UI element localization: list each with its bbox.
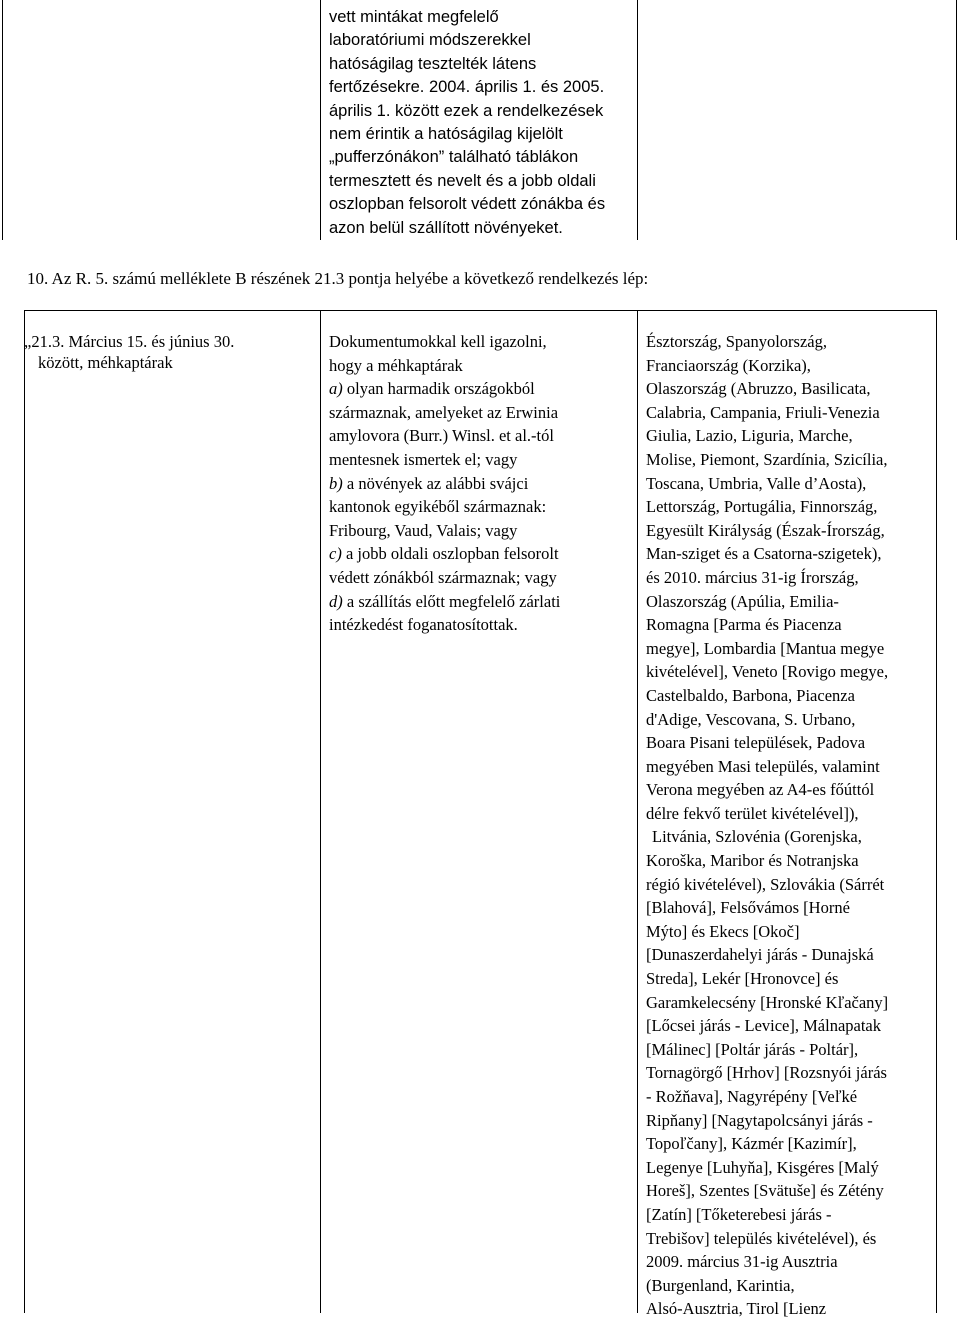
text-line: kivételével], Veneto [Rovigo megye, (646, 662, 889, 682)
text-line: Tornagörgő [Hrhov] [Rozsnyói járás (646, 1063, 887, 1083)
condition-text: a szállítás előtt megfelelő zárlati (342, 591, 561, 611)
text-line: laboratóriumi módszerekkel (329, 31, 531, 50)
text-line: oszlopban felsorolt védett zónákba és (329, 195, 606, 214)
text-line: Alsó-Ausztria, Tirol [Lienz (646, 1299, 827, 1319)
text-line: 2009. március 31-ig Ausztria (646, 1252, 838, 1272)
text-line: Giulia, Lazio, Liguria, Marche, (646, 426, 853, 446)
text-line: azon belül szállított növényeket. (329, 218, 563, 237)
text-line: Castelbaldo, Barbona, Piacenza (646, 685, 855, 705)
text-line: Litvánia, Szlovénia (Gorenjska, (652, 827, 862, 847)
text-line: Koroška, Maribor és Notranjska (646, 851, 859, 871)
text-line: Olaszország (Apúlia, Emilia- (646, 591, 839, 611)
table-border-right (956, 0, 957, 240)
text-line: származnak, amelyeket az Erwinia (329, 402, 559, 422)
table-border-left (2, 0, 3, 240)
text-line: között, méhkaptárak (38, 353, 173, 372)
table-border-top (24, 310, 936, 311)
condition-text: olyan harmadik országokból (342, 379, 535, 399)
text-line: Ripňany] [Nagytapolcsányi járás - (646, 1110, 873, 1130)
text-line: Garamkelecsény [Hronské Kľačany] (646, 992, 889, 1012)
text-line: termesztett és nevelt és a jobb oldali (329, 171, 596, 190)
text-line: [Dunaszerdahelyi járás - Dunajská (646, 945, 874, 965)
text-line: kantonok egyikéből származnak: (329, 497, 547, 517)
text-line: és 2010. március 31-ig Írország, (646, 567, 859, 587)
text-line: Horeš], Szentes [Svätuše] és Zétény (646, 1181, 884, 1201)
text-line: (Burgenland, Karintia, (646, 1275, 795, 1295)
text-line: Fribourg, Vaud, Valais; vagy (329, 520, 518, 540)
requirements-cell (329, 330, 629, 637)
text-line: Észtország, Spanyolország, (646, 332, 827, 351)
condition-label: b) (329, 473, 343, 493)
text-line: amylovora (Burr.) Winsl. et al.-tól (329, 426, 554, 446)
text-line: „pufferzónákon” található táblákon (329, 148, 579, 167)
text-line: Franciaország (Korzika), (646, 355, 811, 375)
condition-c (329, 542, 629, 566)
table-border-col1 (320, 0, 321, 240)
text-line: „21.3. Március 15. és június 30. (24, 332, 235, 351)
text-line: régió kivételével), Szlovákia (Sárrét (646, 874, 885, 894)
text-line: Legenye [Luhyňa], Kisgéres [Malý (646, 1157, 879, 1177)
table-border-col1 (320, 310, 321, 1313)
text-line: Molise, Piemont, Szardínia, Szicília, (646, 449, 888, 469)
text-line: d'Adige, Vescovana, S. Urbano, (646, 709, 856, 729)
text-line: mentesnek ismertek el; vagy (329, 449, 518, 469)
text-line: Calabria, Campania, Friuli-Venezia (646, 402, 880, 422)
text-line: Dokumentumokkal kell igazolni, (329, 332, 547, 351)
text-line: délre fekvő terület kivételével]), (646, 803, 859, 823)
text-line: - Rožňava], Nagyrépény [Veľké (646, 1087, 858, 1106)
text-line: intézkedést foganatosítottak. (329, 615, 518, 635)
text-line: vett mintákat megfelelő (329, 8, 499, 26)
protected-zones-cell (646, 330, 946, 1321)
text-line: [Zatín] [Tőketerebesi járás - (646, 1204, 832, 1224)
condition-text: a jobb oldali oszlopban felsorolt (341, 544, 559, 564)
condition-text: a növények az alábbi svájci (342, 473, 529, 493)
text-line: Verona megyében az A4-es főúttól (646, 780, 875, 800)
zones-block-2 (646, 825, 946, 1320)
amendment-instruction: 10. Az R. 5. számú melléklete B részének 21.3 pontja helyébe a következő rendelkezés lép: (27, 269, 649, 288)
table-border-left (24, 310, 25, 1313)
top-row-text (329, 6, 639, 240)
text-line: [Málinec] [Poltár járás - Poltár], (646, 1039, 859, 1059)
row-title-cell (24, 331, 314, 373)
text-line: fertőzésekre. 2004. április 1. és 2005. (329, 78, 605, 97)
table-border-col2 (637, 310, 638, 1313)
text-line: megyében Masi település, valamint (646, 756, 880, 776)
text-line: Man-sziget és a Csatorna-szigetek), (646, 544, 882, 564)
text-line: nem érintik a hatóságilag kijelölt (329, 125, 563, 144)
text-line: Egyesült Királyság (Észak-Írország, (646, 520, 885, 540)
text-line: megye], Lombardia [Mantua megye (646, 638, 885, 658)
text-line: április 1. között ezek a rendelkezések (329, 101, 604, 120)
text-line: Lettország, Portugália, Finnország, (646, 497, 878, 517)
text-line: [Blahová], Felsővámos [Horné (646, 898, 850, 918)
text-line: Trebišov] település kivételével), és (646, 1228, 877, 1248)
condition-label: c) (329, 544, 342, 564)
text-line: Topoľčany], Kázmér [Kazimír], (646, 1134, 857, 1154)
zones-block-1 (646, 330, 946, 825)
text-line: [Lőcsei járás - Levice], Málnapatak (646, 1016, 882, 1036)
condition-d (329, 590, 629, 614)
text-line: Mýto] és Ekecs [Okoč] (646, 921, 800, 941)
condition-label: d) (329, 591, 343, 611)
condition-a (329, 377, 629, 401)
text-line: Romagna [Parma és Piacenza (646, 615, 842, 635)
text-line: Toscana, Umbria, Valle d’Aosta), (646, 473, 867, 493)
text-line: védett zónákból származnak; vagy (329, 567, 557, 587)
text-line: Olaszország (Abruzzo, Basilicata, (646, 379, 871, 399)
text-line: Boara Pisani települések, Padova (646, 733, 866, 753)
text-line: Streda], Lekér [Hronovce] és (646, 969, 839, 989)
text-line: hatóságilag tesztelték látens (329, 54, 537, 73)
condition-b (329, 472, 629, 496)
text-line: hogy a méhkaptárak (329, 355, 463, 375)
condition-label: a) (329, 379, 343, 399)
